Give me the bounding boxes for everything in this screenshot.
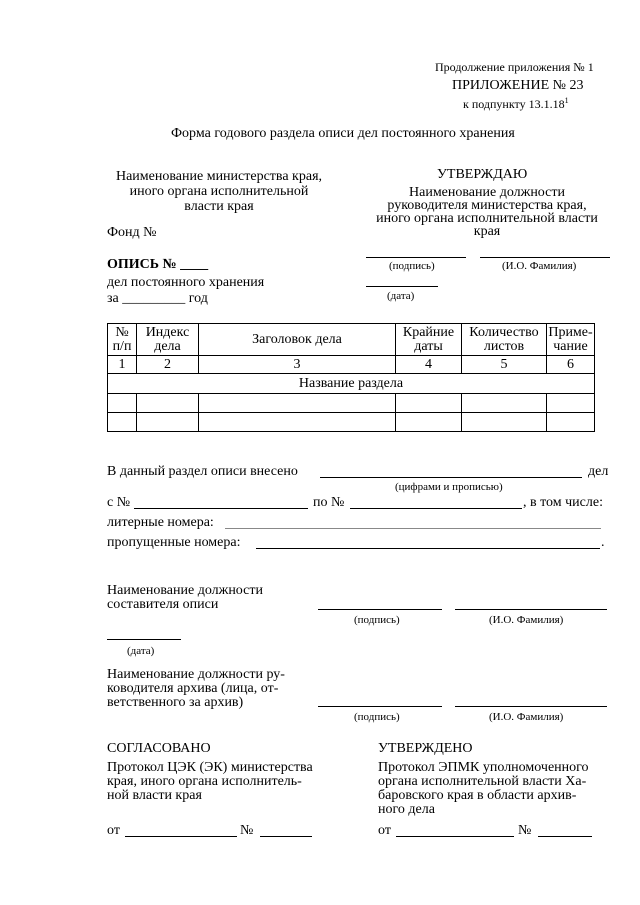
- col-header-title: Заголовок дела: [199, 324, 396, 356]
- table-cell: 2: [137, 356, 199, 374]
- approve-date-line: [366, 286, 438, 287]
- compiler-signature-line: [318, 609, 442, 610]
- table-section-row: [108, 374, 595, 394]
- agreed-date-line: [125, 836, 237, 837]
- approve-name-hint: (И.О. Фамилия): [502, 260, 577, 272]
- entered-line: [320, 477, 582, 478]
- compiler-date-hint: (дата): [127, 645, 155, 657]
- archive-signature-line: [318, 706, 442, 707]
- table-cell: 3: [199, 356, 396, 374]
- archive-name-line: [455, 706, 607, 707]
- approved-number-line: [538, 836, 592, 837]
- compiler-signature-hint: (подпись): [354, 614, 400, 626]
- approve-date-hint: (дата): [387, 290, 415, 302]
- compiler-date-line: [107, 639, 181, 640]
- table-cell: 6: [547, 356, 595, 374]
- letter-numbers-line: [225, 528, 601, 529]
- col-header-number: № п/п: [108, 324, 137, 356]
- table-row: [108, 394, 595, 413]
- archive-name-hint: (И.О. Фамилия): [489, 711, 564, 723]
- agreed-text: Протокол ЦЭК (ЭК) министерства края, иного органа исполнитель- ной власти края: [107, 760, 313, 803]
- year-line: за _________ год: [107, 291, 208, 306]
- entered-suffix: дел: [588, 464, 609, 479]
- approved-title: УТВЕРЖДЕНО: [378, 741, 473, 756]
- from-number-line: [134, 508, 308, 509]
- entered-hint: (цифрами и прописью): [395, 481, 503, 493]
- approved-from-label: от: [378, 823, 391, 838]
- approved-text: Протокол ЭПМК уполномоченного органа исполнительной власти Ха- баровского края в области архив- ного дела: [378, 760, 589, 817]
- including-label: , в том числе:: [523, 495, 603, 510]
- archive-signature-hint: (подпись): [354, 711, 400, 723]
- col-header-dates: Крайние даты: [396, 324, 462, 356]
- approve-signature-hint: (подпись): [389, 260, 435, 272]
- compiler-position: Наименование должности составителя описи: [107, 583, 263, 612]
- appendix-label: ПРИЛОЖЕНИЕ № 23: [452, 78, 584, 93]
- continuation-label: Продолжение приложения № 1: [435, 60, 594, 74]
- missing-numbers-label: пропущенные номера:: [107, 535, 241, 550]
- missing-period: .: [601, 535, 605, 550]
- col-header-sheets: Количество листов: [462, 324, 547, 356]
- table-number-row: [108, 356, 595, 374]
- approve-position: Наименование должности руководителя министерства края, иного органа исполнительной власти края: [376, 185, 598, 239]
- org-name: Наименование министерства края, иного органа исполнительной власти края: [115, 169, 323, 214]
- table-cell: 1: [108, 356, 137, 374]
- table-header-row: [108, 324, 595, 356]
- to-number-label: по №: [313, 495, 345, 510]
- col-header-notes: Приме- чание: [548, 324, 593, 354]
- compiler-name-hint: (И.О. Фамилия): [489, 614, 564, 626]
- agreed-title: СОГЛАСОВАНО: [107, 741, 211, 756]
- table-cell: 4: [396, 356, 462, 374]
- inventory-label: ОПИСЬ № ____: [107, 257, 209, 272]
- approved-number-label: №: [518, 823, 532, 838]
- missing-numbers-line: [256, 548, 600, 549]
- compiler-name-line: [455, 609, 607, 610]
- inventory-desc: дел постоянного хранения: [107, 275, 265, 290]
- approved-date-line: [396, 836, 514, 837]
- approve-name-line: [480, 257, 610, 258]
- approve-signature-line: [366, 257, 466, 258]
- section-name-cell: Название раздела: [108, 374, 595, 394]
- agreed-number-line: [260, 836, 312, 837]
- col-header-index: Индекс дела: [137, 324, 199, 356]
- subpoint-label: к подпункту 13.1.18$^1$: [463, 96, 569, 111]
- form-title: Форма годового раздела описи дел постоянного хранения: [171, 126, 515, 141]
- to-number-line: [350, 508, 522, 509]
- approve-title: УТВЕРЖДАЮ: [437, 167, 528, 182]
- entered-label: В данный раздел описи внесено: [107, 464, 298, 479]
- archive-head-position: Наименование должности ру- ководителя архива (лица, от- ветственного за архив): [107, 667, 285, 710]
- inventory-table: [107, 323, 595, 432]
- agreed-from-label: от: [107, 823, 120, 838]
- fund-label: Фонд №: [107, 225, 157, 240]
- table-row: [108, 413, 595, 432]
- table-cell: 5: [462, 356, 547, 374]
- from-number-label: с №: [107, 495, 131, 510]
- agreed-number-label: №: [240, 823, 254, 838]
- letter-numbers-label: литерные номера:: [107, 515, 214, 530]
